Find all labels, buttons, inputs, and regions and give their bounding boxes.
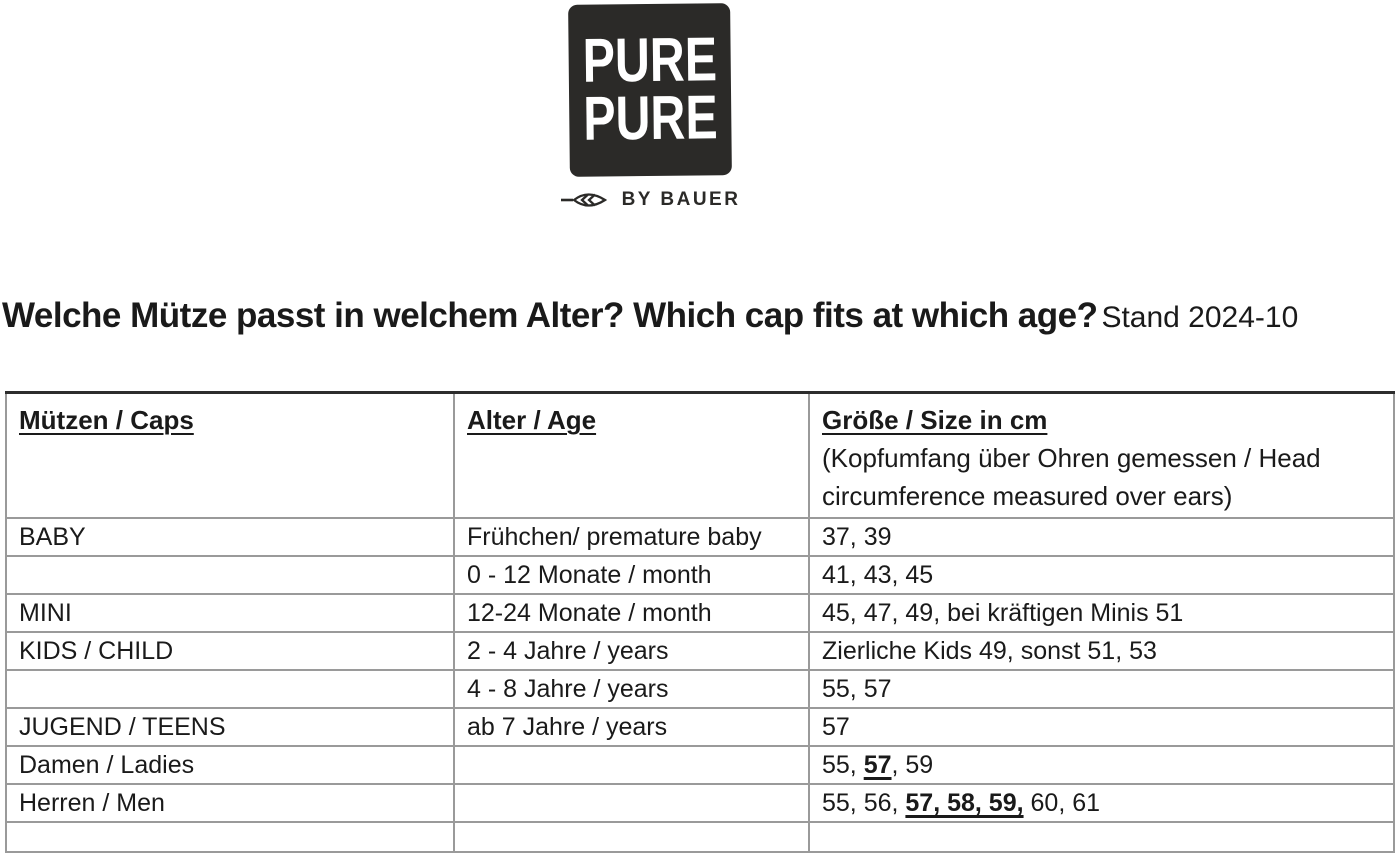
size-value-highlight: 57, 58, 59, bbox=[905, 788, 1024, 817]
page-title-text: Welche Mütze passt in welchem Alter? Which cap fits at which age? bbox=[2, 296, 1098, 335]
size-value: 41, 43, 45 bbox=[822, 560, 934, 589]
size-value: 55, bbox=[822, 750, 864, 779]
size-cell bbox=[809, 518, 1394, 556]
table-row bbox=[6, 556, 1394, 594]
caps-cell: Damen / Ladies bbox=[6, 746, 454, 784]
table-row bbox=[6, 670, 1394, 708]
page-title bbox=[2, 296, 1298, 336]
size-value: 60, 61 bbox=[1023, 788, 1101, 817]
size-table bbox=[5, 391, 1395, 853]
caps-cell bbox=[6, 670, 454, 708]
col-header-size bbox=[809, 393, 1394, 519]
logo-wordmark-line2: PURE bbox=[582, 83, 718, 154]
table-row bbox=[6, 784, 1394, 822]
col-header-age-label: Alter / Age bbox=[467, 405, 597, 435]
caps-cell bbox=[6, 556, 454, 594]
age-cell bbox=[454, 746, 809, 784]
caps-cell: Herren / Men bbox=[6, 784, 454, 822]
size-cell bbox=[809, 556, 1394, 594]
brand-logo bbox=[566, 4, 741, 213]
logo-box bbox=[568, 3, 732, 177]
size-table-body bbox=[6, 518, 1394, 852]
leaf-icon bbox=[560, 187, 614, 213]
table-row bbox=[6, 632, 1394, 670]
col-header-size-sublabel: (Kopfumfang über Ohren gemessen / Head circumference measured over ears) bbox=[822, 443, 1321, 511]
size-cell bbox=[809, 822, 1394, 852]
col-header-caps bbox=[6, 393, 454, 519]
size-value: 55, 56, bbox=[822, 788, 906, 817]
size-cell bbox=[809, 746, 1394, 784]
caps-cell: KIDS / CHILD bbox=[6, 632, 454, 670]
age-cell: 4 - 8 Jahre / years bbox=[454, 670, 809, 708]
caps-cell bbox=[6, 822, 454, 852]
size-value: , 59 bbox=[891, 750, 934, 779]
age-cell: 2 - 4 Jahre / years bbox=[454, 632, 809, 670]
size-value: 45, 47, 49, bei kräftigen Minis 51 bbox=[822, 598, 1184, 627]
caps-cell: JUGEND / TEENS bbox=[6, 708, 454, 746]
col-header-caps-label: Mützen / Caps bbox=[19, 405, 194, 435]
size-cell bbox=[809, 784, 1394, 822]
size-table-header bbox=[6, 393, 1394, 519]
age-cell bbox=[454, 822, 809, 852]
logo-byline-text: BY BAUER bbox=[621, 189, 741, 210]
table-row bbox=[6, 708, 1394, 746]
col-header-age bbox=[454, 393, 809, 519]
table-row bbox=[6, 822, 1394, 852]
logo-wordmark-line1: PURE bbox=[582, 25, 718, 96]
size-cell bbox=[809, 594, 1394, 632]
age-cell bbox=[454, 784, 809, 822]
version-stamp: Stand 2024-10 bbox=[1101, 301, 1299, 334]
age-cell: Frühchen/ premature baby bbox=[454, 518, 809, 556]
table-row bbox=[6, 746, 1394, 784]
caps-cell: BABY bbox=[6, 518, 454, 556]
caps-cell: MINI bbox=[6, 594, 454, 632]
size-cell bbox=[809, 708, 1394, 746]
size-value-highlight: 57 bbox=[863, 750, 892, 779]
age-cell: 12-24 Monate / month bbox=[454, 594, 809, 632]
size-value: Zierliche Kids 49, sonst 51, 53 bbox=[822, 636, 1157, 665]
col-header-size-label: Größe / Size in cm bbox=[822, 405, 1048, 435]
table-row bbox=[6, 594, 1394, 632]
size-value: 57 bbox=[822, 712, 850, 741]
size-value: 37, 39 bbox=[822, 522, 892, 551]
age-cell: 0 - 12 Monate / month bbox=[454, 556, 809, 594]
header-row bbox=[6, 393, 1394, 519]
age-cell: ab 7 Jahre / years bbox=[454, 708, 809, 746]
logo-byline bbox=[560, 187, 741, 213]
size-value: 55, 57 bbox=[822, 674, 892, 703]
size-cell bbox=[809, 670, 1394, 708]
table-row bbox=[6, 518, 1394, 556]
size-cell bbox=[809, 632, 1394, 670]
